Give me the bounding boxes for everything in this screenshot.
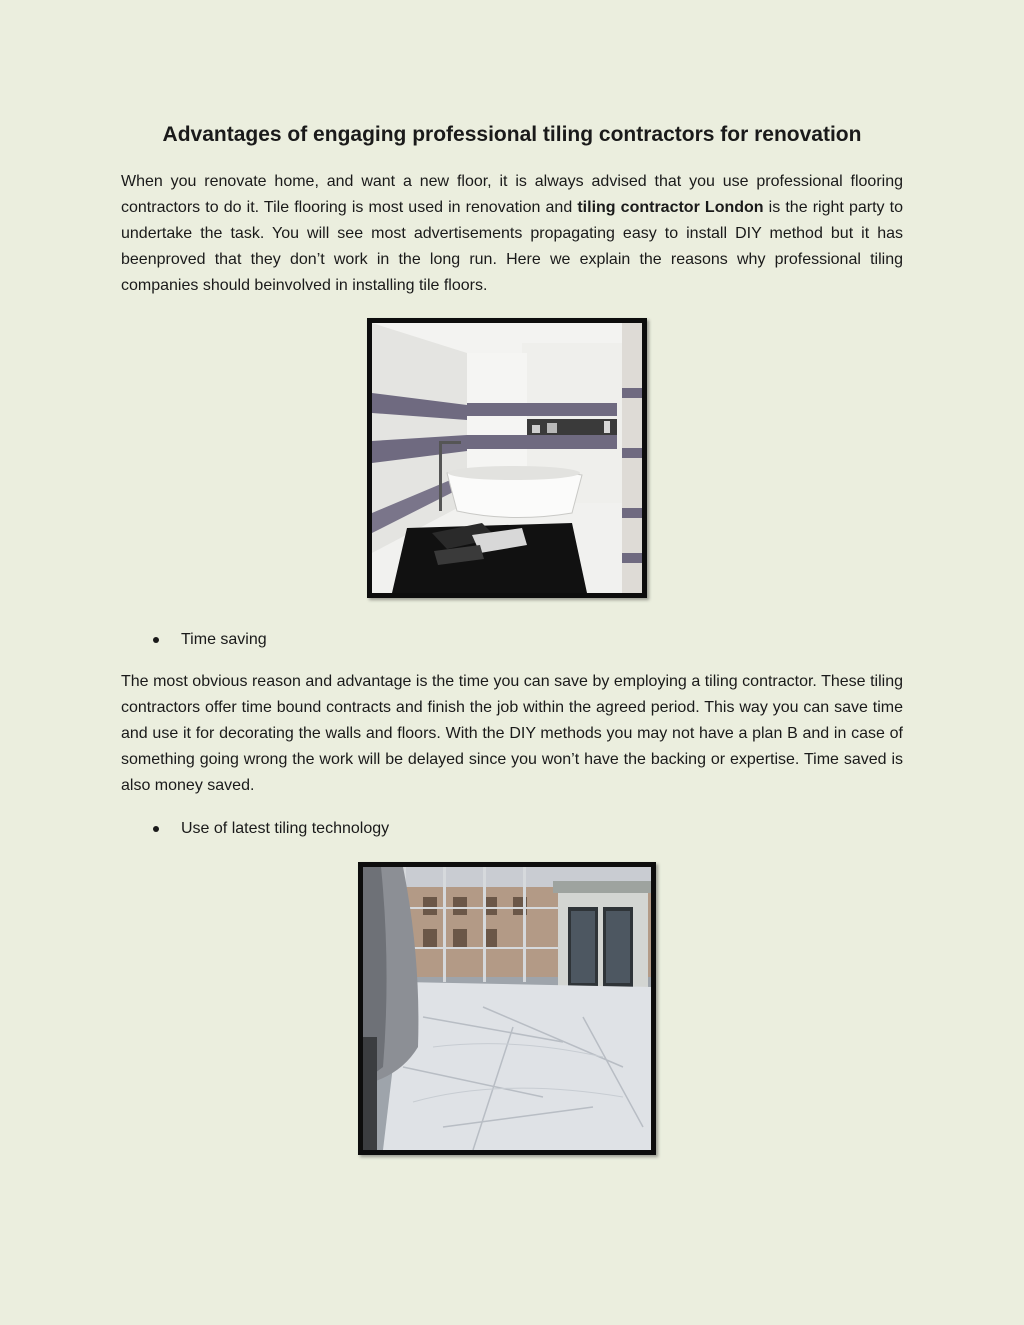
intro-link-text: tiling contractor London	[577, 199, 764, 216]
intro-text-before: When you renovate home, and want a new floor, it is always advised that you use professional flooring contractors to do it. Tile flooring is most used in renovation and	[121, 173, 903, 216]
intro-text-after: is the right party to undertake the task. You will see most advertisements propagating easy to install DIY method but it has beenproved that they don’t work in the long run. Here we explain the reasons why professional tiling companies should beinvolved in installing tile floors.	[121, 199, 904, 294]
bullet-label: Time saving	[181, 631, 267, 648]
time-saving-paragraph: The most obvious reason and advantage is the time you can save by employing a tiling contractor. These tiling contractors offer time bound contracts and finish the job within the agreed period. This way you can save time and use it for decorating the walls and floors. With the DIY methods you may not have a plan B and in case of something going wrong the work will be delayed since you won’t have the backing or expertise. Time saved is also money saved.	[121, 673, 903, 794]
bathroom-photo-illustration	[372, 323, 642, 593]
bullet-dot-icon	[153, 826, 159, 832]
bullet-label: Use of latest tiling technology	[181, 820, 390, 837]
bathroom-photo	[367, 318, 647, 598]
intro-paragraph	[121, 169, 903, 299]
tiled-floor-photo-illustration	[363, 867, 651, 1150]
bullet-dot-icon	[153, 637, 159, 643]
document-title: Advantages of engaging professional tiling contractors for renovation	[162, 123, 862, 146]
tiled-floor-photo	[358, 862, 656, 1155]
